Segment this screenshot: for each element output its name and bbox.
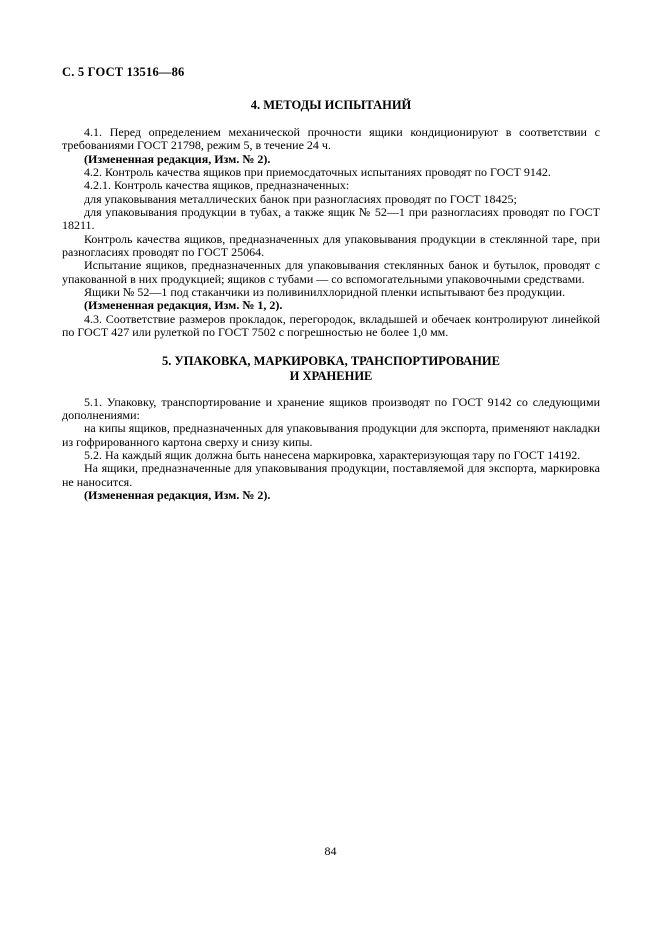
paragraph-4-2-1-glass: Контроль качества ящиков, предназначенных для упаковывания продукции в стеклянной таре, при разногласиях проводят по ГОСТ 25064. [62,231,600,260]
paragraph-5-2-export: На ящики, предназначенные для упаковывания продукции, поставляемой для экспорта, маркировка не наносится. [62,461,600,489]
page-header: С. 5 ГОСТ 13516—86 [62,65,185,79]
paragraph-4-2-1: 4.2.1. Контроль качества ящиков, предназначенных: [84,178,350,193]
paragraph-4-3: 4.3. Соответствие размеров прокладок, перегородок, вкладышей и обечаек контролируют линейкой по ГОСТ 427 или рулеткой по ГОСТ 7502 с погрешностью не более 1,0 мм. [62,311,600,340]
paragraph-4-2: 4.2. Контроль качества ящиков при приемосдаточных испытаниях проводят по ГОСТ 9142. [84,165,551,180]
paragraph-4-2-1-item-1: для упаковывания металлических банок при разногласиях проводят по ГОСТ 18425; [84,191,517,206]
page-number: 84 [324,844,337,858]
document-content [62,66,600,502]
paragraph-4-2-1-item-2: для упаковывания продукции в тубах, а также ящик № 52—1 при разногласиях проводят по ГОСТ 18211. [62,205,600,233]
section-5-title-line2: И ХРАНЕНИЕ [289,368,373,383]
paragraph-4-2-1-boxes-52-1: Ящики № 52—1 под стаканчики из поливинилхлоридной пленки испытывают без продукции. [84,285,566,300]
paragraph-4-amendment-1: (Измененная редакция, Изм. № 2). [84,151,271,166]
section-5-title-line1: 5. УПАКОВКА, МАРКИРОВКА, ТРАНСПОРТИРОВАНИЕ [162,353,500,368]
paragraph-5-2: 5.2. На каждый ящик должна быть нанесена маркировка, характеризующая тару по ГОСТ 14192. [84,447,581,462]
paragraph-5-1-addition: на кипы ящиков, предназначенных для упаковывания продукции для экспорта, применяют накладки из гофрированного картона сверху и снизу кипы. [62,421,600,449]
paragraph-4-2-1-testing: Испытание ящиков, предназначенных для упаковывания стеклянных банок и бутылок, проводят с упакованной в них продукцией; ящиков с тубами — со вспомогательными упаковочными средствами. [62,258,600,286]
paragraph-4-1: 4.1. Перед определением механической прочности ящики кондиционируют в соответствии с требованиями ГОСТ 21798, режим 5, в течение 24 ч. [62,125,600,153]
paragraph-5-1: 5.1. Упаковку, транспортирование и хранение ящиков производят по ГОСТ 9142 со следующими дополнениями: [62,394,600,422]
section-4-title: 4. МЕТОДЫ ИСПЫТАНИЙ [250,98,412,112]
paragraph-4-amendment-2: (Измененная редакция, Изм. № 1, 2). [84,298,283,313]
paragraph-5-amendment: (Измененная редакция, Изм. № 2). [84,487,271,502]
